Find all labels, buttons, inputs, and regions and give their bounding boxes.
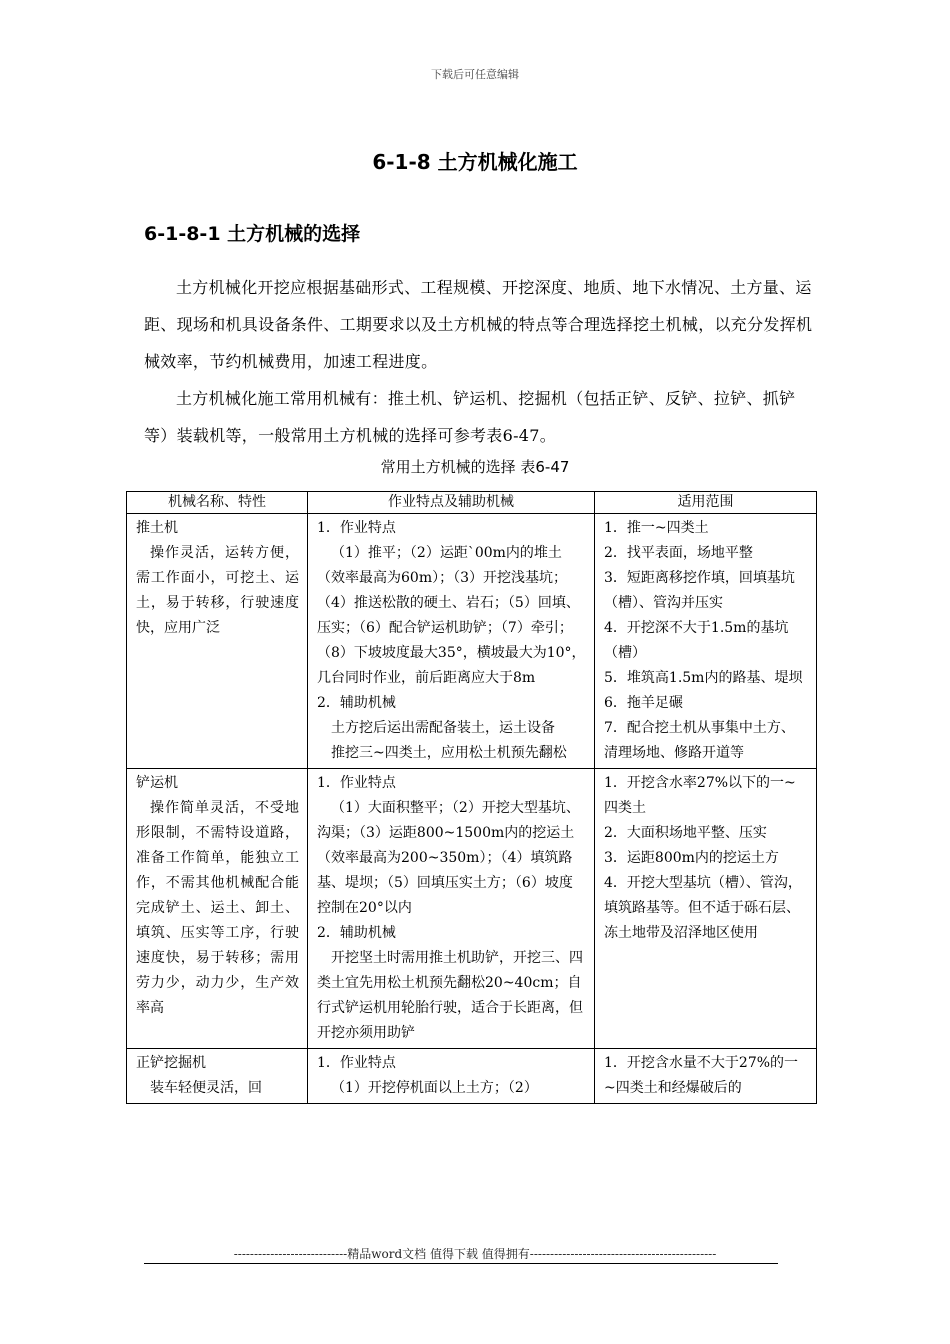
scope-cell (595, 1049, 817, 1104)
column-header-scope: 适用范围 (595, 492, 817, 514)
feature-line: （1）推平；（2）运距`00m内的堆土（效率最高为60m）；（3）开挖浅基坑；（4）推送松散的硬土、岩石；（5）回填、压实；（6）配合铲运机助铲；（7）牵引；（8）下坡坡度最大35°，横坡最大为10°，几台同时作业，前后距离应大于8m (317, 545, 586, 686)
scope-line: 7．配合挖土机从事集中土方、清理场地、修路开道等 (604, 720, 795, 761)
machine-cell (127, 514, 308, 769)
machines-table (126, 491, 817, 1104)
machine-cell (127, 1049, 308, 1104)
machine-name: 铲运机 (136, 775, 178, 791)
table-body (127, 514, 817, 1104)
feature-line: 2．辅助机械 (317, 925, 396, 941)
table-row (127, 514, 817, 769)
paragraph-machines: 土方机械化施工常用机械有：推土机、铲运机、挖掘机（包括正铲、反铲、拉铲、抓铲等）装载机等，一般常用土方机械的选择可参考表6-47。 (144, 389, 796, 445)
scope-line: 4．开挖大型基坑（槽）、管沟，填筑路基等。但不适于砾石层、冻土地带及沼泽地区使用 (604, 875, 802, 941)
features-cell (308, 769, 595, 1049)
machine-name: 推土机 (136, 520, 178, 536)
machine-description: 操作简单灵活，不受地形限制，不需特设道路，准备工作简单，能独立工作，不需其他机械配合能完成铲土、运土、卸土、填筑、压实等工序，行驶速度快，易于转移；需用劳力少，动力少，生产效率高 (136, 800, 299, 1016)
machine-name: 正铲挖掘机 (136, 1055, 206, 1071)
column-header-features: 作业特点及辅助机械 (308, 492, 595, 514)
features-cell (308, 514, 595, 769)
scope-line: 1．开挖含水量不大于27%的一~四类土和经爆破后的 (604, 1055, 799, 1096)
scope-line: 1．推一~四类土 (604, 520, 709, 536)
table-caption: 常用土方机械的选择 表6-47 (380, 458, 570, 476)
features-cell (308, 1049, 595, 1104)
feature-line: 开挖坚土时需用推土机助铲，开挖三、四类土宜先用松土机预先翻松20~40cm；自行式铲运机用轮胎行驶，适合于长距离，但开挖亦须用助铲 (317, 950, 583, 1041)
feature-line: 2．辅助机械 (317, 695, 396, 711)
machine-description: 操作灵活，运转方便，需工作面小，可挖土、运土，易于转移，行驶速度快，应用广泛 (136, 545, 299, 636)
feature-line: 1．作业特点 (317, 1055, 396, 1071)
table-row (127, 769, 817, 1049)
feature-line: 土方挖后运出需配备装土，运土设备 (331, 720, 555, 736)
scope-line: 2．找平表面，场地平整 (604, 545, 753, 561)
machine-description: 装车轻便灵活，回 (150, 1080, 262, 1096)
feature-line: （1）开挖停机面以上土方；（2） (331, 1080, 538, 1096)
scope-line: 4．开挖深不大于1.5m的基坑（槽） (604, 620, 789, 661)
scope-cell (595, 514, 817, 769)
document-title: 6-1-8 土方机械化施工 (372, 150, 578, 174)
scope-line: 3．短距离移挖作填，回填基坑（槽）、管沟并压实 (604, 570, 795, 611)
scope-line: 6．拖羊足碾 (604, 695, 683, 711)
scope-line: 3．运距800m内的挖运土方 (604, 850, 779, 866)
scope-line: 2．大面积场地平整、压实 (604, 825, 767, 841)
scope-line: 1．开挖含水率27%以下的一~四类土 (604, 775, 796, 816)
feature-line: （1）大面积整平；（2）开挖大型基坑、沟渠；（3）运距800~1500m内的挖运土（效率最高为200~350m）；（4）填筑路基、堤坝；（5）回填压实土方；（6）坡度控制在20°以内 (317, 800, 580, 916)
scope-cell (595, 769, 817, 1049)
table-row (127, 1049, 817, 1104)
section-title: 6-1-8-1 土方机械的选择 (144, 223, 361, 245)
table-header-row (127, 492, 817, 514)
feature-line: 1．作业特点 (317, 520, 396, 536)
paragraph-intro: 土方机械化开挖应根据基础形式、工程规模、开挖深度、地质、地下水情况、土方量、运距、现场和机具设备条件、工期要求以及土方机械的特点等合理选择挖土机械，以充分发挥机械效率，节约机械费用，加速工程进度。 (144, 278, 813, 371)
scope-line: 5．堆筑高1.5m内的路基、堤坝 (604, 670, 803, 686)
machine-cell (127, 769, 308, 1049)
feature-line: 推挖三~四类土，应用松土机预先翻松 (331, 745, 567, 761)
column-header-name: 机械名称、特性 (127, 492, 308, 514)
footer-divider (144, 1263, 778, 1264)
page-footer: ----------------------------精品word文档 值得下载 值得拥有---------------------------------------------- (233, 1247, 717, 1261)
feature-line: 1．作业特点 (317, 775, 396, 791)
page-header: 下载后可任意编辑 (431, 68, 519, 81)
